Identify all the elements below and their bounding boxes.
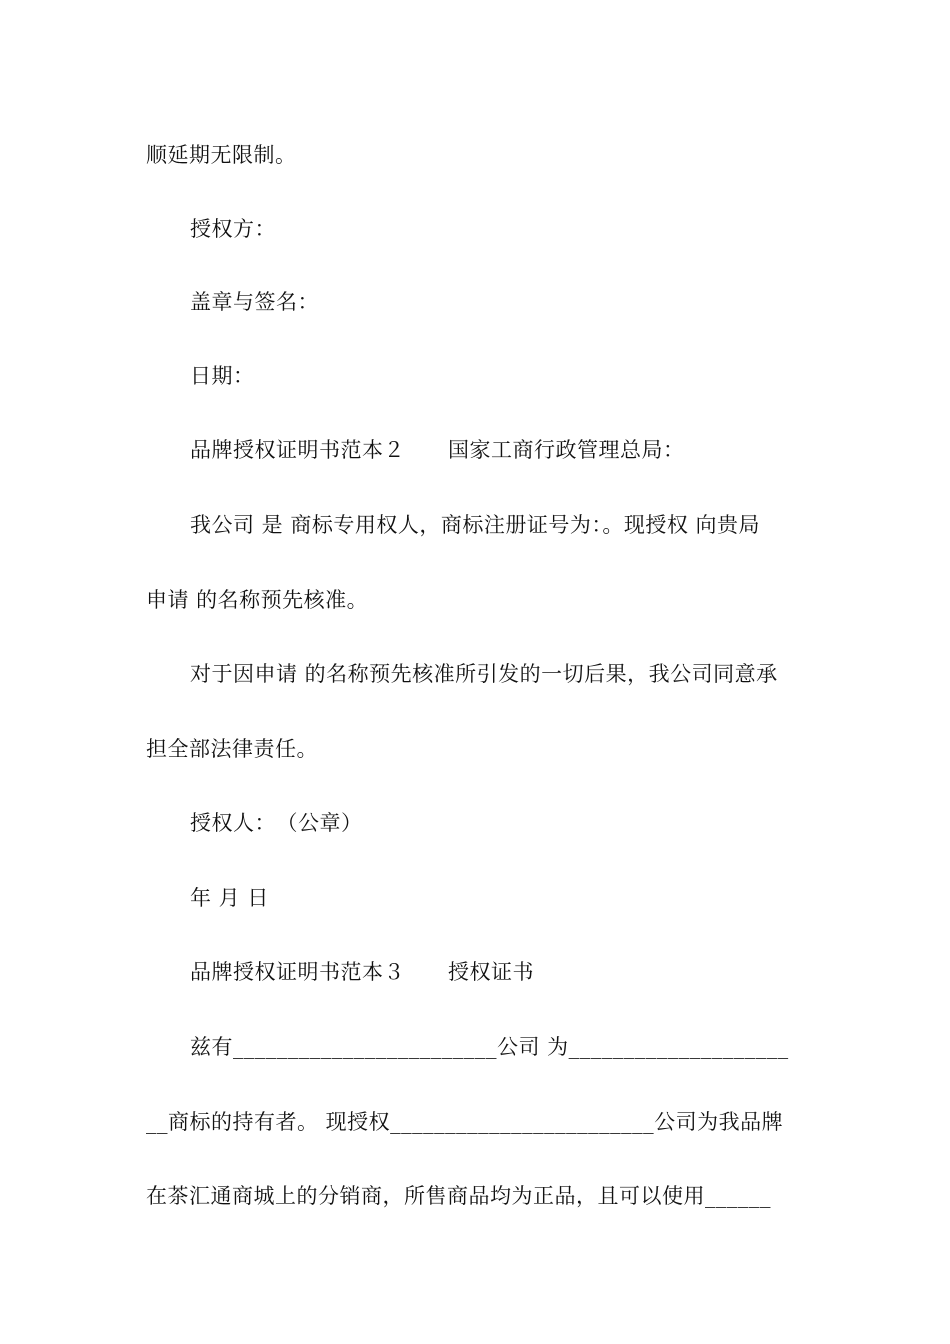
- paragraph-line: 担全部法律责任。: [146, 737, 318, 761]
- date-line: 年 月 日: [190, 886, 269, 910]
- section-heading: 品牌授权证明书范本３ 授权证书: [190, 960, 534, 984]
- date-label: 日期：: [190, 364, 255, 388]
- section-heading: 品牌授权证明书范本２ 国家工商行政管理总局：: [190, 438, 685, 462]
- seal-signature-label: 盖章与签名：: [190, 290, 319, 314]
- paragraph-line: 对于因申请 的名称预先核准所引发的一切后果，我公司同意承: [190, 662, 778, 686]
- authorizer-label: 授权方：: [190, 217, 276, 241]
- authorizer-seal-label: 授权人： （公章）: [190, 811, 363, 835]
- paragraph-line: 在茶汇通商城上的分销商，所售商品均为正品，且可以使用______: [146, 1184, 771, 1208]
- paragraph-line: __商标的持有者。 现授权________________________公司为我品牌: [146, 1110, 784, 1134]
- paragraph-line: 我公司 是 商标专用权人，商标注册证号为：。现授权 向贵局: [190, 513, 761, 537]
- paragraph-line: 顺延期无限制。: [146, 143, 297, 167]
- paragraph-line: 兹有________________________公司 为____________________: [190, 1035, 789, 1059]
- paragraph-line: 申请 的名称预先核准。: [146, 588, 369, 612]
